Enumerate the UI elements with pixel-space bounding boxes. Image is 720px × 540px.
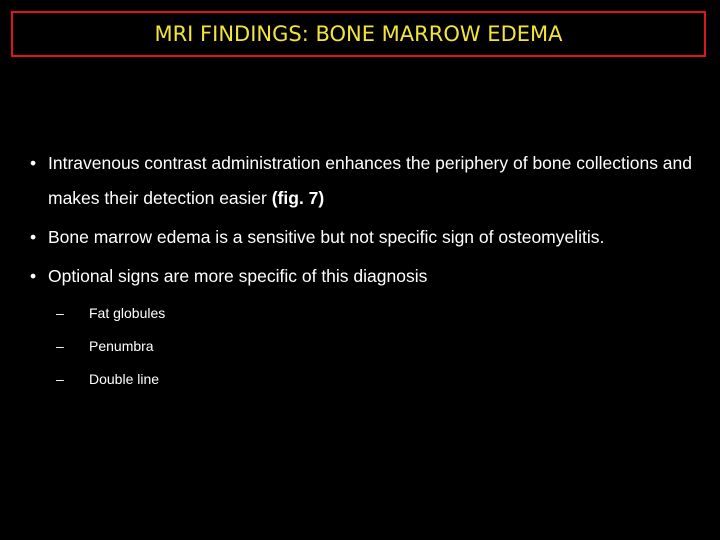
bullet-item <box>30 220 700 255</box>
bullet-marker: • <box>30 227 37 247</box>
bullet-marker: • <box>30 266 37 286</box>
bullet-list <box>30 146 700 396</box>
bullet-text: Bone marrow edema is a sensitive but not specific sign of osteomyelitis. <box>48 227 605 247</box>
sub-bullet-marker: – <box>56 305 64 321</box>
figure-reference: (fig. 7) <box>271 188 325 208</box>
bullet-item <box>30 259 700 396</box>
sub-bullet-item <box>56 330 700 363</box>
bullet-item <box>30 146 700 216</box>
bullet-text: Intravenous contrast administration enhances the periphery of bone collections and makes their detection easier <box>48 153 693 208</box>
sub-bullet-marker: – <box>56 338 64 354</box>
sub-bullet-item <box>56 297 700 330</box>
title-box <box>11 11 706 57</box>
slide-title: MRI FINDINGS: BONE MARROW EDEMA <box>154 22 563 46</box>
sub-bullet-text: Double line <box>89 371 160 387</box>
sub-bullet-marker: – <box>56 371 64 387</box>
sub-bullet-text: Penumbra <box>89 338 154 354</box>
sub-bullet-text: Fat globules <box>89 305 166 321</box>
bullet-marker: • <box>30 153 37 173</box>
bullet-text: Optional signs are more specific of this diagnosis <box>48 266 428 286</box>
sub-bullet-list <box>48 297 700 396</box>
sub-bullet-item <box>56 363 700 396</box>
